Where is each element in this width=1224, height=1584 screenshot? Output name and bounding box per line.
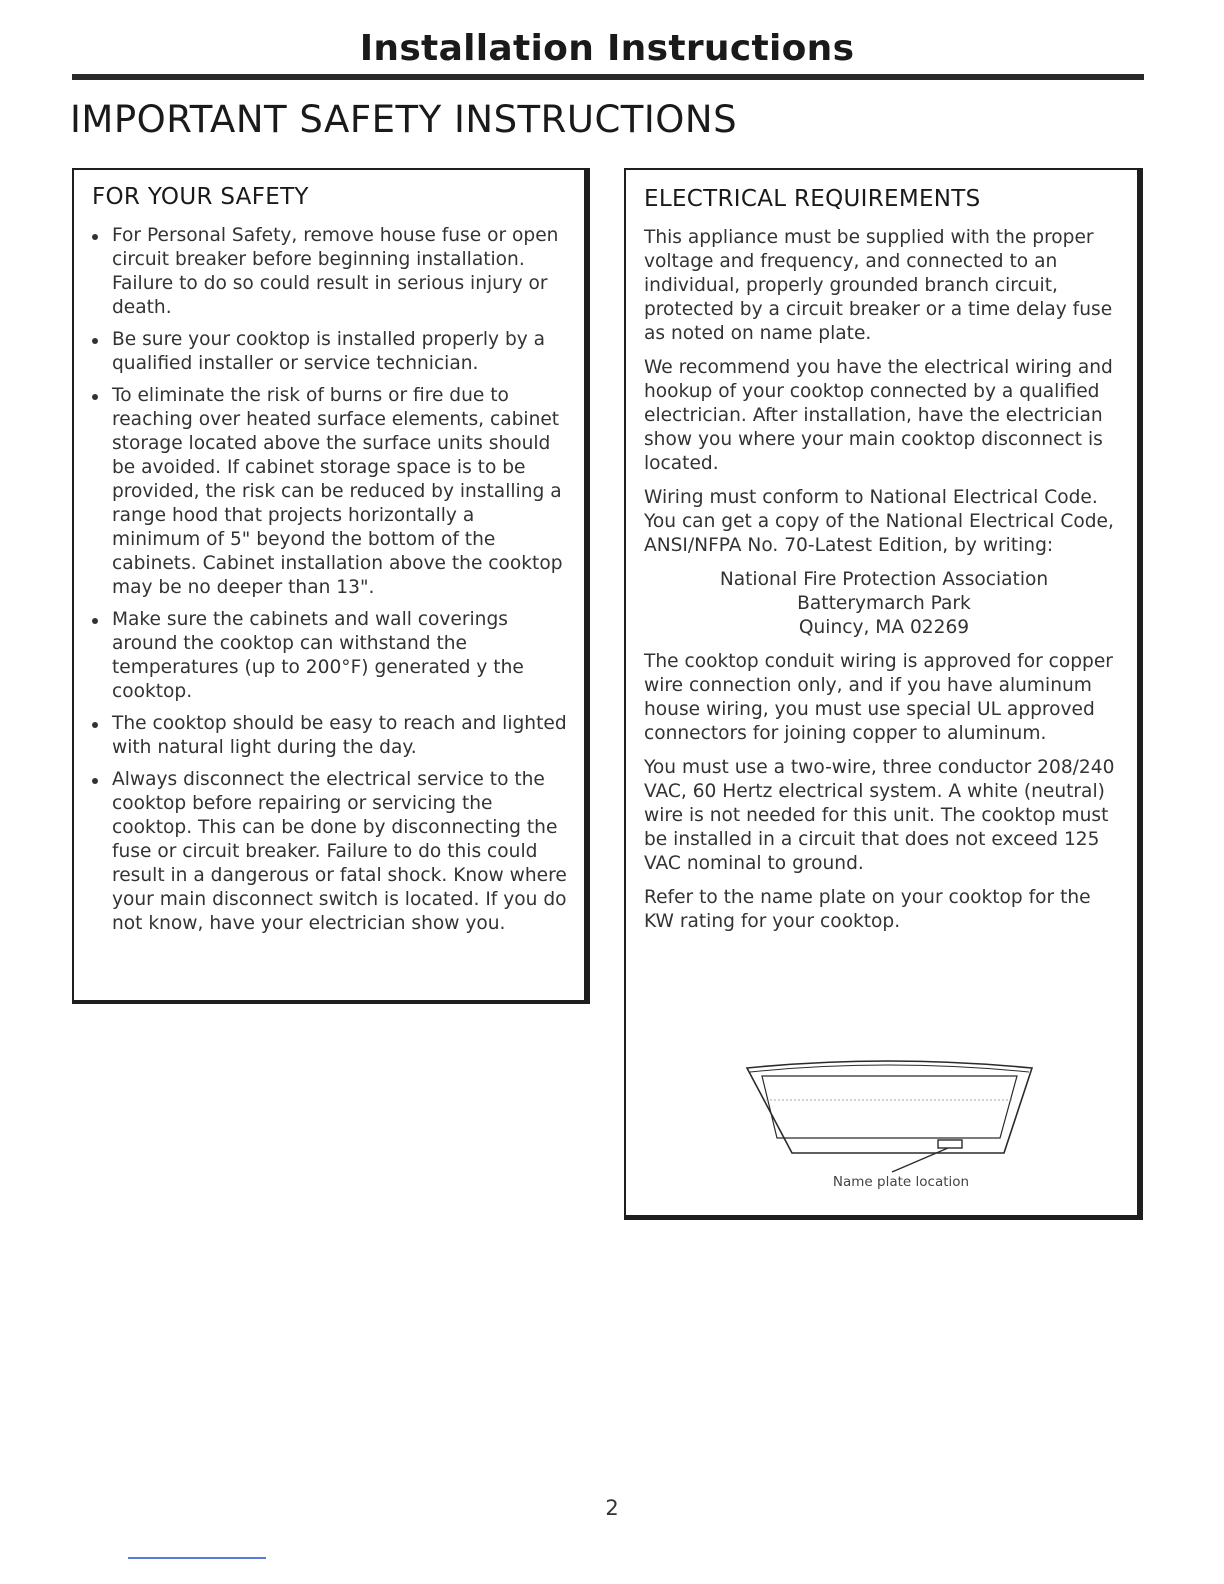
header-rule xyxy=(72,74,1144,80)
bullet-dot-icon xyxy=(92,722,98,728)
safety-bullet-text: Be sure your cooktop is installed properly by a qualified installer or service technician. xyxy=(112,329,546,374)
safety-bullet-item xyxy=(90,384,568,600)
safety-panel-title: FOR YOUR SAFETY xyxy=(92,184,309,210)
main-title: IMPORTANT SAFETY INSTRUCTIONS xyxy=(70,98,738,141)
electrical-text-block xyxy=(644,226,1124,944)
page-number: 2 xyxy=(605,1496,619,1520)
bullet-dot-icon xyxy=(92,778,98,784)
safety-bullet-list xyxy=(90,224,568,944)
safety-bullet-text: To eliminate the risk of burns or fire due to reaching over heated surface elements, cabinet storage located above the surface units should be avoided. If cabinet storage space is to be provided, the risk can be reduced by installing a range hood that projects horizontally a minimum of 5" beyond the bottom of the cabinets. Cabinet installation above the cooktop may be no deeper than 13". xyxy=(112,385,563,598)
name-plate-icon xyxy=(938,1140,962,1148)
bullet-dot-icon xyxy=(92,618,98,624)
electrical-panel xyxy=(624,168,1143,1220)
electrical-paragraph: You must use a two-wire, three conductor 208/240 VAC, 60 Hertz electrical system. A white (neutral) wire is not needed for this unit. The cooktop must be installed in a circuit that does not exceed 125 VAC nominal to ground. xyxy=(644,757,1115,874)
bullet-dot-icon xyxy=(92,338,98,344)
address-line: National Fire Protection Association xyxy=(719,569,1049,590)
safety-bullet-text: Always disconnect the electrical service to the cooktop before repairing or servicing the cooktop. This can be done by disconnecting the fuse or circuit breaker. Failure to do this could result in a dangerous or fatal shock. Know where your main disconnect switch is located. If you do not know, have your electrician show you. xyxy=(112,769,567,934)
safety-bullet-item xyxy=(90,768,568,936)
pointer-line xyxy=(892,1148,948,1172)
safety-bullet-text: For Personal Safety, remove house fuse or open circuit breaker before beginning installation. Failure to do so could result in serious injury or death. xyxy=(112,225,559,318)
safety-panel xyxy=(72,168,590,1004)
electrical-paragraph: Wiring must conform to National Electrical Code. You can get a copy of the National Electrical Code, ANSI/NFPA No. 70-Latest Edition, by writing: xyxy=(644,487,1114,556)
footer-link-line xyxy=(128,1557,266,1559)
safety-bullet-item xyxy=(90,328,568,376)
cooktop-body-outline xyxy=(747,1061,1032,1153)
bullet-dot-icon xyxy=(92,234,98,240)
figure-caption: Name plate location xyxy=(832,1174,970,1190)
bullet-dot-icon xyxy=(92,394,98,400)
electrical-paragraph: We recommend you have the electrical wiring and hookup of your cooktop connected by a qualified electrician. After installation, have the electrician show you where your main cooktop disconnect is located. xyxy=(644,357,1113,474)
safety-bullet-item xyxy=(90,608,568,704)
safety-bullet-item xyxy=(90,224,568,320)
electrical-paragraph: Refer to the name plate on your cooktop for the KW rating for your cooktop. xyxy=(644,887,1091,932)
address-line: Batterymarch Park xyxy=(797,593,971,614)
nfpa-address xyxy=(644,568,1124,640)
electrical-paragraph: The cooktop conduit wiring is approved for copper wire connection only, and if you have aluminum house wiring, you must use special UL approved connectors for joining copper to aluminum. xyxy=(644,651,1113,744)
electrical-paragraph: This appliance must be supplied with the proper voltage and frequency, and connected to an individual, properly grounded branch circuit, protected by a circuit breaker or a time delay fuse as noted on name plate. xyxy=(644,227,1113,344)
electrical-panel-title: ELECTRICAL REQUIREMENTS xyxy=(644,186,981,212)
safety-bullet-text: The cooktop should be easy to reach and lighted with natural light during the day. xyxy=(112,713,567,758)
address-line: Quincy, MA 02269 xyxy=(798,617,970,638)
safety-bullet-text: Make sure the cabinets and wall coverings around the cooktop can withstand the temperatures (up to 200°F) generated y the cooktop. xyxy=(112,609,524,702)
page-header-title: Installation Instructions xyxy=(359,28,855,69)
safety-bullet-item xyxy=(90,712,568,760)
